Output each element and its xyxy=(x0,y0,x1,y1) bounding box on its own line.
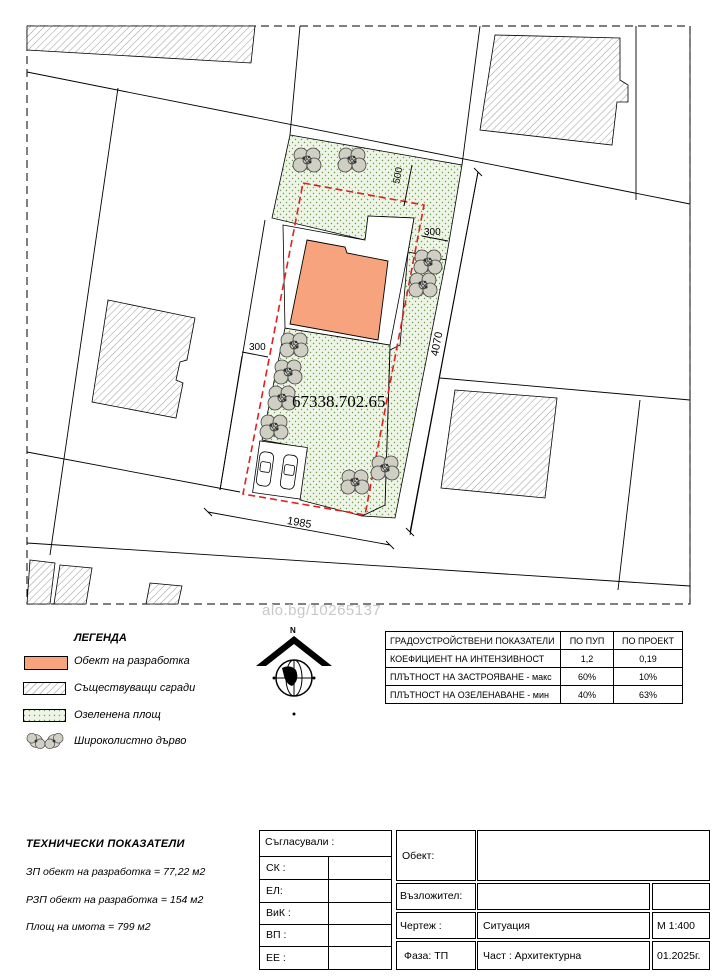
table-cell: 60% xyxy=(561,668,614,686)
technical-title: ТЕХНИЧЕСКИ ПОКАЗАТЕЛИ xyxy=(26,838,185,850)
table-row xyxy=(386,650,683,668)
existing-building xyxy=(27,560,55,604)
existing-building xyxy=(92,300,195,418)
drawing-value: Ситуация xyxy=(483,920,530,932)
part-value: Част : Архитектурна xyxy=(483,950,582,962)
parcel-id: 67338.702.65 xyxy=(292,392,386,411)
approval-label: ВиК : xyxy=(266,907,291,919)
dimension-front: 1985 xyxy=(286,514,313,532)
technical-line: ЗП обект на разработка = 77,22 м2 xyxy=(26,866,206,878)
table-row xyxy=(386,668,683,686)
approval-label: ЕЛ: xyxy=(266,885,283,897)
table-header-row xyxy=(386,632,683,650)
existing-building xyxy=(480,35,628,145)
date-cell xyxy=(652,941,710,970)
legend-title: ЛЕГЕНДА xyxy=(74,632,127,644)
approval-signature-cell xyxy=(328,856,392,880)
parking-area xyxy=(253,441,308,499)
existing-building xyxy=(54,565,92,604)
urban-indicators-table xyxy=(385,631,683,704)
existing-building xyxy=(441,390,557,498)
approval-signature-cell xyxy=(328,879,392,903)
client-label-cell xyxy=(396,883,476,910)
date-value: 01.2025г. xyxy=(657,950,701,962)
approval-signature-cell xyxy=(328,924,392,947)
approval-signature-cell xyxy=(328,946,392,970)
approval-row xyxy=(259,946,329,970)
table-header: ПО ПУП xyxy=(561,632,614,650)
approval-signature-cell xyxy=(328,902,392,925)
table-cell: 63% xyxy=(614,686,683,704)
legend-item-label: Широколистно дърво xyxy=(74,735,187,747)
existing-building xyxy=(146,583,182,604)
client-extra-cell xyxy=(652,883,710,910)
approval-label: ВП : xyxy=(266,929,287,941)
compass-globe-icon xyxy=(256,636,332,720)
technical-line: Площ на имота = 799 м2 xyxy=(26,921,151,933)
table-cell: 40% xyxy=(561,686,614,704)
scale-value: М 1:400 xyxy=(657,920,695,932)
approval-row xyxy=(259,856,329,880)
table-cell: ПЛЪТНОСТ НА ОЗЕЛЕНАВАНЕ - мин xyxy=(386,686,561,704)
watermark: alo.bg/10265137 xyxy=(262,602,382,619)
approval-label: ЕЕ : xyxy=(266,952,286,964)
legend-item-label: Обект на разработка xyxy=(74,655,190,667)
drawing-label: Чертеж : xyxy=(400,920,442,932)
legend-swatch-object xyxy=(24,656,68,670)
part-cell xyxy=(477,941,650,970)
dimension-setback-left: 300 xyxy=(249,342,266,353)
dimension-setback-right: 300 xyxy=(424,227,441,238)
legend-item-label: Съществуващи сгради xyxy=(74,682,196,694)
table-cell: КОЕФИЦИЕНТ НА ИНТЕНЗИВНОСТ xyxy=(386,650,561,668)
phase-value: Фаза: ТП xyxy=(404,950,449,962)
legend-swatch-hatched xyxy=(23,682,67,696)
dimension-setback-top: 500 xyxy=(391,166,406,185)
north-label: N xyxy=(290,626,296,635)
client-label: Възложител: xyxy=(400,890,463,902)
object-label: Обект: xyxy=(402,850,435,862)
object-label-cell xyxy=(396,830,476,881)
table-cell: ПЛЪТНОСТ НА ЗАСТРОЯВАНЕ - макс xyxy=(386,668,561,686)
object-value-cell xyxy=(477,830,710,881)
table-header: ПО ПРОЕКТ xyxy=(614,632,683,650)
approvals-title-cell xyxy=(259,830,392,857)
approval-row xyxy=(259,879,329,903)
tree-icon xyxy=(26,729,66,753)
legend-swatch-green xyxy=(23,709,67,723)
table-row xyxy=(386,686,683,704)
approval-label: СК : xyxy=(266,862,286,874)
table-cell: 0,19 xyxy=(614,650,683,668)
scale-cell xyxy=(652,912,710,939)
client-value-cell xyxy=(477,883,650,910)
table-cell: 10% xyxy=(614,668,683,686)
drawing-value-cell xyxy=(477,912,650,939)
table-cell: 1,2 xyxy=(561,650,614,668)
dimension-side: 4070 xyxy=(429,330,446,358)
approval-row xyxy=(259,902,329,925)
technical-line: РЗП обект на разработка = 154 м2 xyxy=(26,894,204,906)
phase-cell xyxy=(396,941,476,970)
drawing-label-cell xyxy=(396,912,476,939)
existing-building xyxy=(27,26,255,63)
legend-item-label: Озеленена площ xyxy=(74,709,161,721)
table-header: ГРАДОУСТРОЙСТВЕНИ ПОКАЗАТЕЛИ xyxy=(386,632,561,650)
approval-row xyxy=(259,924,329,947)
approvals-title: Съгласували : xyxy=(265,836,335,848)
